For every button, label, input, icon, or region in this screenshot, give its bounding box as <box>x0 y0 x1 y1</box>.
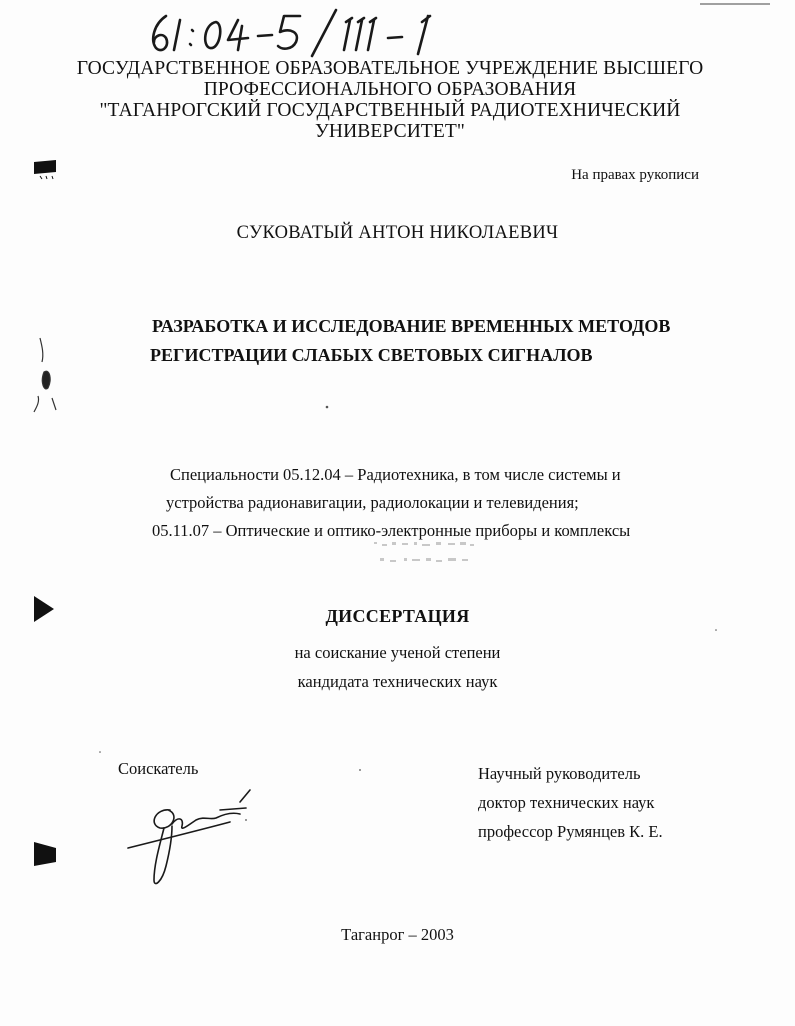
supervisor-line-3: профессор Румянцев К. Е. <box>478 822 663 841</box>
applicant-signature <box>120 780 270 890</box>
degree-line-1: на соискание ученой степени <box>294 643 501 662</box>
institution-line-2: ПРОФЕССИОНАЛЬНОГО ОБРАЗОВАНИЯ <box>203 79 577 100</box>
degree-block <box>0 638 795 696</box>
archive-number-handwritten <box>140 8 500 58</box>
manuscript-rights-note: На правах рукописи <box>571 167 699 183</box>
author-name: СУКОВАТЫЙ АНТОН НИКОЛАЕВИЧ <box>236 223 559 243</box>
edge-marker-top <box>34 160 56 179</box>
institution-line-3: "ТАГАНРОГСКИЙ ГОСУДАРСТВЕННЫЙ РАДИОТЕХНИЧЕСКИЙ <box>99 100 681 121</box>
title-line-2: РЕГИСТРАЦИИ СЛАБЫХ СВЕТОВЫХ СИГНАЛОВ <box>150 345 593 365</box>
title-line-1: РАЗРАБОТКА И ИССЛЕДОВАНИЕ ВРЕМЕННЫХ МЕТОДОВ <box>152 316 671 336</box>
supervisor-line-2: доктор технических наук <box>478 793 655 812</box>
document-type: ДИССЕРТАЦИЯ <box>325 606 470 626</box>
specialty-line-1: Специальности 05.12.04 – Радиотехника, в том числе системы и <box>170 465 621 484</box>
faint-stamp-drawing <box>370 538 480 572</box>
edge-marker-bottom <box>34 842 56 866</box>
degree-line-2: кандидата технических наук <box>297 672 498 691</box>
institution-name <box>60 58 720 142</box>
applicant-label: Соискатель <box>118 759 199 778</box>
signature-drawing <box>120 780 270 890</box>
institution-line-1: ГОСУДАРСТВЕННОЕ ОБРАЗОВАТЕЛЬНОЕ УЧРЕЖДЕНИЕ ВЫСШЕГО <box>76 58 704 79</box>
supervisor-block <box>478 759 663 846</box>
supervisor-line-1: Научный руководитель <box>478 764 641 783</box>
archive-number-drawing <box>140 8 500 58</box>
institution-line-4: УНИВЕРСИТЕТ" <box>315 121 465 142</box>
specialty-block <box>152 461 712 545</box>
specialty-line-3: 05.11.07 – Оптические и оптико-электронные приборы и комплексы <box>152 521 631 540</box>
binder-hole-smudge <box>34 338 56 412</box>
specialty-line-2: устройства радионавигации, радиолокации и телевидения; <box>166 493 579 512</box>
city-and-year: Таганрог – 2003 <box>341 925 454 944</box>
faint-stamp <box>370 538 480 572</box>
dissertation-title <box>150 312 710 370</box>
